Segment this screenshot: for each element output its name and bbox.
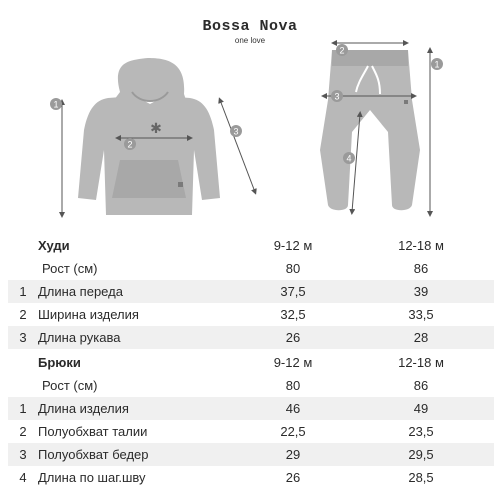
table-row [8, 466, 494, 489]
row-number: 1 [8, 397, 38, 420]
hoodie-pocket [112, 160, 186, 198]
hoodie-sleeve-arrow [220, 100, 255, 192]
svg-text:3: 3 [334, 91, 340, 102]
row-value: 32,5 [280, 307, 306, 322]
hoodie-drawing [50, 58, 255, 215]
row-value: 26 [285, 470, 301, 485]
brand-logo [200, 18, 300, 45]
pants-marker-3 [331, 90, 343, 102]
pants-height-row [8, 374, 494, 397]
pants-col-2: 12-18 м [398, 355, 444, 370]
pants-tag [404, 100, 408, 104]
row-value: 49 [348, 397, 494, 420]
row-label: Полуобхват бедер [38, 443, 238, 466]
hoodie-header-row [8, 234, 494, 257]
pants-marker-2 [336, 44, 348, 56]
pants-title: Брюки [38, 355, 81, 370]
row-value: 28 [348, 326, 494, 349]
pants-marker-4 [343, 152, 355, 164]
row-value: 23,5 [408, 424, 434, 439]
hoodie-col-2: 12-18 м [398, 238, 444, 253]
row-number: 1 [8, 280, 38, 303]
row-value: 29 [238, 443, 348, 466]
svg-text:3: 3 [233, 126, 239, 137]
hoodie-height-v2: 86 [413, 261, 429, 276]
hoodie-hood [114, 58, 186, 100]
row-value: 28,5 [408, 470, 434, 485]
hoodie-marker-1 [50, 98, 62, 110]
row-label: Длина изделия [38, 397, 238, 420]
svg-text:2: 2 [127, 139, 133, 150]
row-number: 2 [19, 307, 27, 322]
svg-text:4: 4 [346, 153, 352, 164]
row-number: 4 [19, 470, 27, 485]
row-value: 22,5 [280, 424, 306, 439]
flower-icon: ✱ [150, 120, 162, 136]
pants-height-v1: 80 [285, 378, 301, 393]
pants-marker-1 [431, 58, 443, 70]
hoodie-marker-2 [124, 138, 136, 150]
svg-text:1: 1 [53, 99, 59, 110]
brand-tagline: one love [234, 36, 266, 45]
table-row [8, 326, 494, 349]
hoodie-tag [178, 182, 183, 187]
pants-col-1: 9-12 м [273, 355, 313, 370]
table-row [8, 303, 494, 326]
pants-height-v2: 86 [413, 378, 429, 393]
hoodie-col-1: 9-12 м [273, 238, 313, 253]
row-value: 46 [238, 397, 348, 420]
row-label: Полуобхват талии [38, 424, 148, 439]
row-value: 33,5 [408, 307, 434, 322]
hoodie-height-row [8, 257, 494, 280]
row-value: 37,5 [238, 280, 348, 303]
row-number: 3 [8, 443, 38, 466]
hoodie-height-label: Рост (см) [42, 261, 98, 276]
row-value: 26 [238, 326, 348, 349]
row-value: 29,5 [348, 443, 494, 466]
pants-size-table [8, 351, 494, 489]
row-label: Ширина изделия [38, 307, 139, 322]
svg-text:1: 1 [434, 59, 440, 70]
pants-drawing [320, 43, 443, 214]
table-row [8, 443, 494, 466]
brand-name: Bossa Nova [202, 18, 298, 35]
row-label: Длина рукава [38, 326, 238, 349]
pants-header-row [8, 351, 494, 374]
svg-text:2: 2 [339, 45, 345, 56]
table-row [8, 420, 494, 443]
row-number: 2 [19, 424, 27, 439]
hoodie-marker-3 [230, 125, 242, 137]
hoodie-title: Худи [38, 238, 70, 253]
pants-height-label: Рост (см) [42, 378, 98, 393]
hoodie-height-v1: 80 [285, 261, 301, 276]
table-row [8, 280, 494, 303]
row-value: 39 [348, 280, 494, 303]
hoodie-size-table [8, 234, 494, 349]
table-row [8, 397, 494, 420]
row-label: Длина переда [38, 280, 238, 303]
pants-body [320, 50, 420, 210]
row-label: Длина по шаг.шву [38, 470, 146, 485]
row-number: 3 [8, 326, 38, 349]
